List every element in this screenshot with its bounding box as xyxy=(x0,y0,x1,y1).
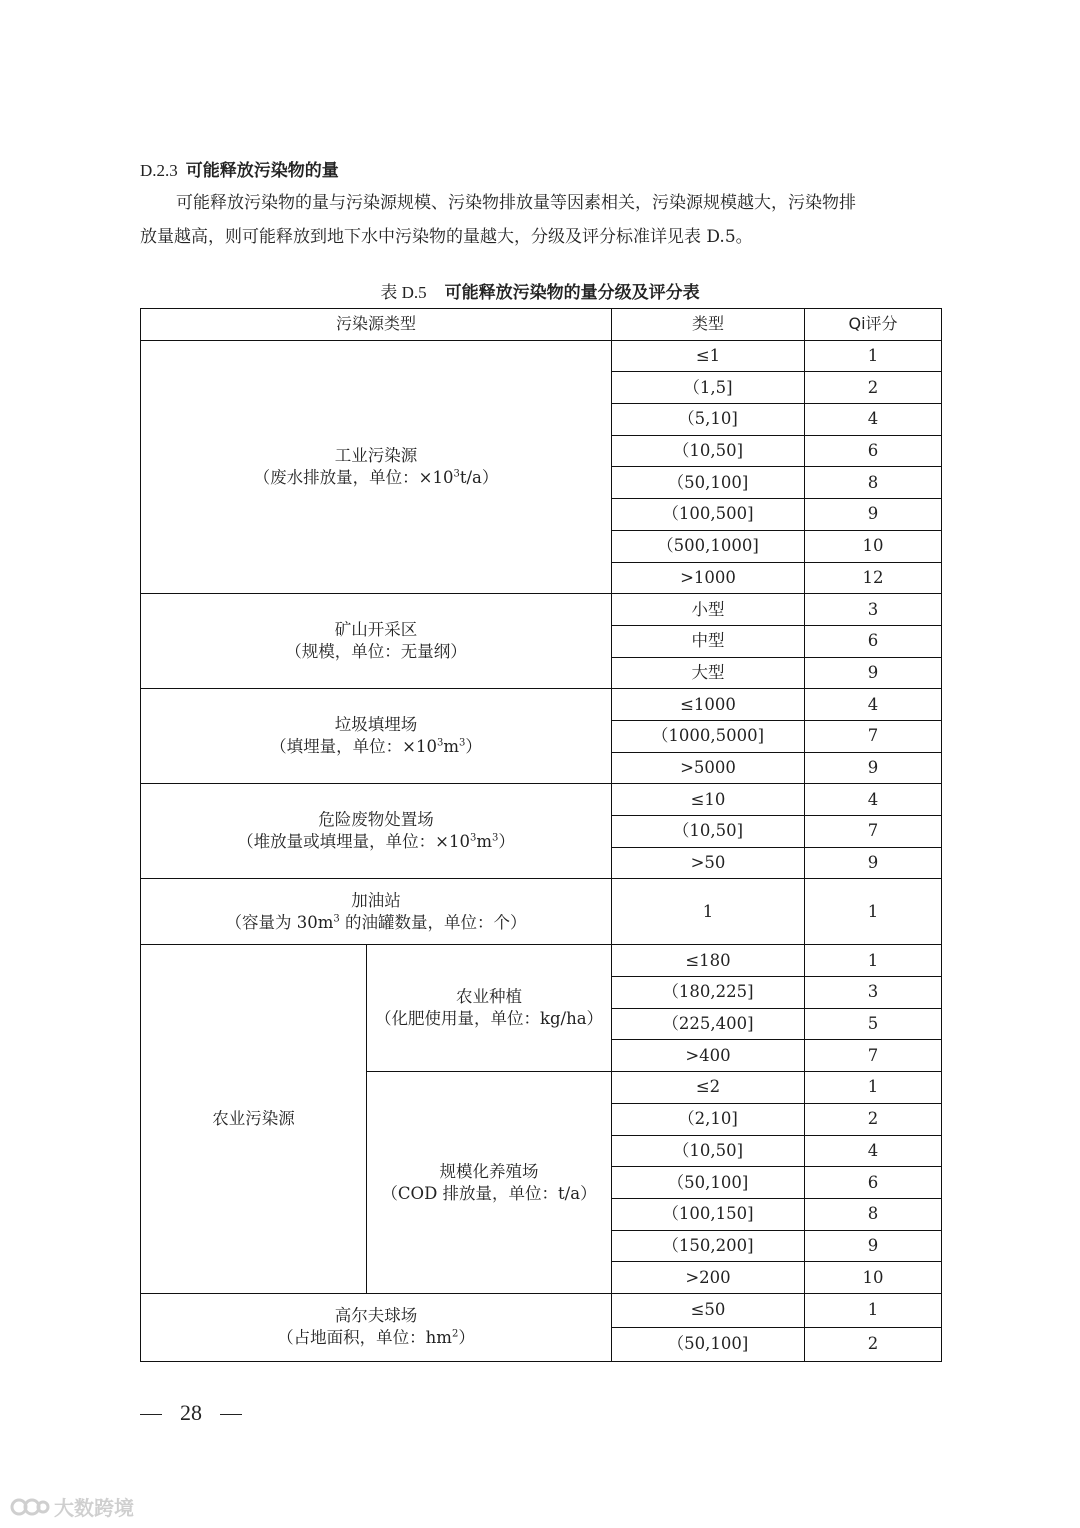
category-cell: （5,10] xyxy=(612,404,805,436)
category-cell: （225,400] xyxy=(612,1008,805,1040)
category-cell: （2,10] xyxy=(612,1103,805,1135)
paragraph-line-2: 放量越高，则可能释放到地下水中污染物的量越大，分级及评分标准详见表 D.5。 xyxy=(140,227,753,247)
category-cell: >1000 xyxy=(612,562,805,594)
category-cell: ≤50 xyxy=(612,1293,805,1327)
category-cell: （500,1000] xyxy=(612,530,805,562)
score-cell: 8 xyxy=(805,467,942,499)
score-cell: 1 xyxy=(805,945,942,977)
score-cell: 3 xyxy=(805,594,942,626)
category-cell: （50,100] xyxy=(612,1167,805,1199)
score-cell: 5 xyxy=(805,1008,942,1040)
subgroup-planting xyxy=(367,945,612,1072)
section-number: D.2.3 xyxy=(140,161,178,180)
category-cell: >5000 xyxy=(612,752,805,784)
score-cell: 4 xyxy=(805,784,942,816)
group-landfill xyxy=(141,689,612,784)
score-cell: 9 xyxy=(805,752,942,784)
score-cell: 1 xyxy=(805,340,942,372)
table-row xyxy=(141,945,942,977)
score-cell: 7 xyxy=(805,1040,942,1072)
watermark-text: 大数跨境 xyxy=(54,1496,134,1520)
body-paragraph xyxy=(140,186,942,254)
table-row xyxy=(141,689,942,721)
group-name: 矿山开采区 xyxy=(334,620,418,640)
category-cell: ≤1 xyxy=(612,340,805,372)
category-cell: ≤10 xyxy=(612,784,805,816)
table-row xyxy=(141,879,942,945)
score-cell: 6 xyxy=(805,625,942,657)
table-title: 可能释放污染物的量分级及评分表 xyxy=(444,283,700,303)
score-cell: 12 xyxy=(805,562,942,594)
score-cell: 4 xyxy=(805,1135,942,1167)
score-cell: 9 xyxy=(805,499,942,531)
dash-right xyxy=(220,1414,242,1415)
category-cell: >50 xyxy=(612,847,805,879)
score-cell: 10 xyxy=(805,530,942,562)
category-cell: （1000,5000] xyxy=(612,720,805,752)
subgroup-unit: （化肥使用量，单位：kg/ha） xyxy=(374,1009,604,1029)
group-hazardous xyxy=(141,784,612,879)
page-number xyxy=(140,1400,242,1426)
category-cell: 小型 xyxy=(612,594,805,626)
category-cell: （10,50] xyxy=(612,816,805,848)
table-header-row xyxy=(141,309,942,341)
header-source-type: 污染源类型 xyxy=(141,309,612,341)
score-cell: 6 xyxy=(805,435,942,467)
score-cell: 1 xyxy=(805,1293,942,1327)
table-row xyxy=(141,1293,942,1327)
section-heading xyxy=(140,156,339,181)
category-cell: 中型 xyxy=(612,625,805,657)
category-cell: （10,50] xyxy=(612,435,805,467)
score-cell: 3 xyxy=(805,977,942,1009)
group-mining xyxy=(141,594,612,689)
score-cell: 8 xyxy=(805,1198,942,1230)
score-cell: 2 xyxy=(805,372,942,404)
scoring-table xyxy=(140,308,942,1362)
table-caption xyxy=(0,278,1080,303)
dash-left xyxy=(140,1414,162,1415)
group-agriculture: 农业污染源 xyxy=(141,945,367,1294)
score-cell: 6 xyxy=(805,1167,942,1199)
category-cell: >400 xyxy=(612,1040,805,1072)
table-code: 表 D.5 xyxy=(380,283,427,302)
category-cell: （100,150] xyxy=(612,1198,805,1230)
group-unit: （容量为 $30m^3$ 的油罐数量，单位：个） xyxy=(225,912,527,932)
subgroup-breeding xyxy=(367,1072,612,1294)
score-cell: 1 xyxy=(805,879,942,945)
subgroup-name: 规模化养殖场 xyxy=(439,1161,539,1181)
table-row xyxy=(141,594,942,626)
watermark-logo-icon xyxy=(10,1495,50,1519)
table-row xyxy=(141,340,942,372)
score-cell: 9 xyxy=(805,657,942,689)
category-cell: （10,50] xyxy=(612,1135,805,1167)
category-cell: ≤2 xyxy=(612,1072,805,1104)
score-cell: 4 xyxy=(805,689,942,721)
group-unit: （占地面积，单位：$hm^2$） xyxy=(277,1328,475,1348)
category-cell: （1,5] xyxy=(612,372,805,404)
group-golf xyxy=(141,1293,612,1361)
header-score: Qi评分 xyxy=(805,309,942,341)
subgroup-name: 农业种植 xyxy=(456,987,522,1007)
score-cell: 9 xyxy=(805,847,942,879)
group-industrial xyxy=(141,340,612,594)
category-cell: （180,225] xyxy=(612,977,805,1009)
score-cell: 7 xyxy=(805,816,942,848)
section-title: 可能释放污染物的量 xyxy=(185,161,339,181)
group-name: 危险废物处置场 xyxy=(318,810,434,830)
group-unit: （填埋量，单位：$\times 10^3m^3$） xyxy=(270,737,482,757)
score-cell: 9 xyxy=(805,1230,942,1262)
category-cell: ≤180 xyxy=(612,945,805,977)
category-cell: （100,500] xyxy=(612,499,805,531)
paragraph-line-1: 可能释放污染物的量与污染源规模、污染物排放量等因素相关，污染源规模越大，污染物排 xyxy=(176,193,856,213)
category-cell: 1 xyxy=(612,879,805,945)
category-cell: >200 xyxy=(612,1262,805,1294)
score-cell: 2 xyxy=(805,1327,942,1361)
watermark xyxy=(10,1492,134,1521)
category-cell: （50,100] xyxy=(612,467,805,499)
group-name: 加油站 xyxy=(351,890,401,910)
header-category: 类型 xyxy=(612,309,805,341)
group-name: 垃圾填埋场 xyxy=(334,715,418,735)
score-cell: 1 xyxy=(805,1072,942,1104)
group-unit: （堆放量或填埋量，单位：$\times 10^3m^3$） xyxy=(237,832,515,852)
group-unit: （废水排放量，单位：$\times 10^3t/a$） xyxy=(253,467,499,487)
group-name: 高尔夫球场 xyxy=(334,1306,418,1326)
score-cell: 7 xyxy=(805,720,942,752)
score-cell: 2 xyxy=(805,1103,942,1135)
table-row xyxy=(141,784,942,816)
score-cell: 10 xyxy=(805,1262,942,1294)
category-cell: 大型 xyxy=(612,657,805,689)
group-unit: （规模，单位：无量纲） xyxy=(285,642,467,662)
score-cell: 4 xyxy=(805,404,942,436)
category-cell: （50,100] xyxy=(612,1327,805,1361)
category-cell: ≤1000 xyxy=(612,689,805,721)
group-gas-station xyxy=(141,879,612,945)
group-name: 工业污染源 xyxy=(334,445,418,465)
page-number-value: 28 xyxy=(180,1400,202,1425)
subgroup-unit: （COD 排放量，单位：t/a） xyxy=(381,1183,597,1203)
category-cell: （150,200] xyxy=(612,1230,805,1262)
